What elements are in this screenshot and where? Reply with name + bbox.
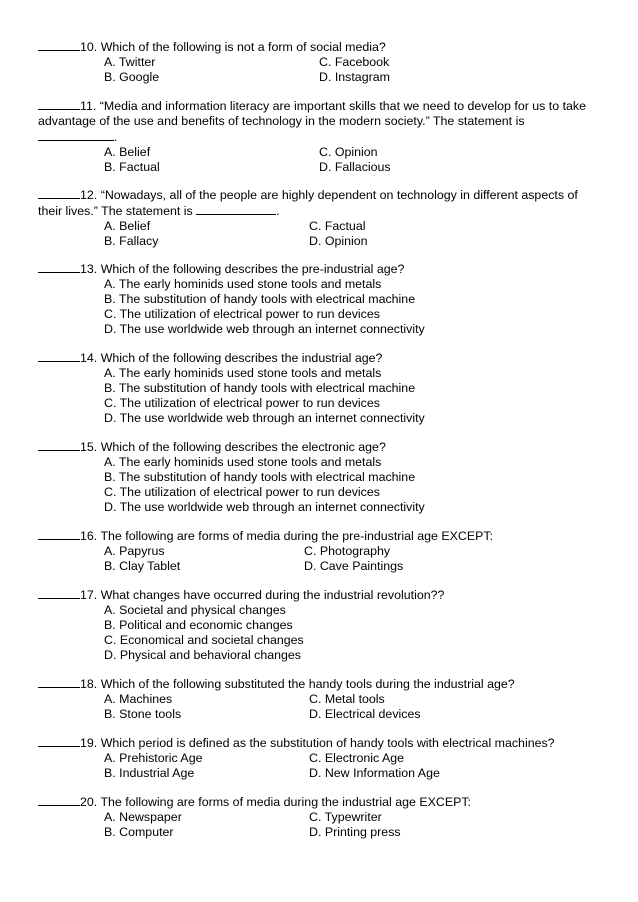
question-number: 10.: [80, 40, 98, 54]
options: [104, 55, 604, 85]
options: [104, 145, 604, 175]
option-b: B. Stone tools: [104, 707, 182, 721]
option-a: A. The early hominids used stone tools and metals: [104, 366, 382, 380]
option-b: B. Political and economic changes: [104, 618, 293, 632]
question-text: “Nowadays, all of the people are highly dependent on technology in different aspects of their lives.” The statement is: [38, 188, 578, 218]
question-text: What changes have occurred during the industrial revolution??: [100, 588, 445, 602]
question-18: [38, 676, 604, 722]
question-text: Which of the following describes the pre-industrial age?: [100, 262, 405, 276]
answer-blank[interactable]: [38, 187, 80, 199]
question-text: Which period is defined as the substitution of handy tools with electrical machines?: [100, 736, 555, 750]
question-text: “Media and information literacy are important skills that we need to develop for us to take advantage of the use and benefits of technology in the modern society.” The statement is: [38, 99, 587, 128]
option-a: A. Newspaper: [104, 810, 182, 824]
option-a: A. Twitter: [104, 55, 156, 69]
answer-blank[interactable]: [38, 528, 80, 540]
question-number: 14.: [80, 351, 98, 365]
option-c: C. Opinion: [319, 145, 378, 159]
option-a: A. The early hominids used stone tools and metals: [104, 277, 382, 291]
option-d: D. The use worldwide web through an internet connectivity: [104, 322, 425, 336]
question-11: 11. “Media and information literacy are important skills that we need to develop for us to take advantage of the use and benefits of technology in the modern society.” The statement is . A. Belief C. Opinion B. Factual D. Fallacious: [38, 98, 604, 175]
question-number: 12.: [80, 188, 98, 202]
option-d: D. Opinion: [309, 234, 368, 248]
option-b: B. Google: [104, 70, 160, 84]
question-number: 18.: [80, 677, 98, 691]
option-b: B. The substitution of handy tools with electrical machine: [104, 470, 416, 484]
answer-blank[interactable]: [38, 39, 80, 51]
question-12: 12. “Nowadays, all of the people are highly dependent on technology in different aspects of their lives.” The statement is . A. Belief C. Factual B. Fallacy D. Opinion: [38, 187, 604, 249]
question-text: The following are forms of media during the industrial age EXCEPT:: [100, 795, 471, 809]
options: [104, 366, 604, 426]
question-number: 13.: [80, 262, 98, 276]
option-d: D. Cave Paintings: [304, 559, 404, 573]
question-number: 15.: [80, 440, 98, 454]
option-c: C. Metal tools: [309, 692, 385, 706]
question-15: [38, 439, 604, 515]
option-b: B. The substitution of handy tools with electrical machine: [104, 381, 416, 395]
option-a: A. Belief: [104, 145, 151, 159]
option-c: C. Electronic Age: [309, 751, 405, 765]
question-text: Which of the following substituted the handy tools during the industrial age?: [100, 677, 515, 691]
answer-blank[interactable]: [38, 587, 80, 599]
option-c: C. Photography: [304, 544, 391, 558]
options: [104, 751, 604, 781]
options: [104, 603, 604, 663]
question-number: 20.: [80, 795, 98, 809]
question-number: 17.: [80, 588, 98, 602]
option-c: C. The utilization of electrical power to run devices: [104, 485, 380, 499]
question-16: [38, 528, 604, 574]
option-a: A. Belief: [104, 219, 151, 233]
option-d: D. Instagram: [319, 70, 390, 84]
options: [104, 455, 604, 515]
question-text: The following are forms of media during the pre-industrial age EXCEPT:: [100, 529, 494, 543]
option-a: A. Prehistoric Age: [104, 751, 203, 765]
options: [104, 810, 604, 840]
answer-blank[interactable]: [38, 676, 80, 688]
options: [104, 544, 604, 574]
question-number: 19.: [80, 736, 98, 750]
question-13: [38, 261, 604, 337]
options: [104, 219, 604, 249]
option-c: C. The utilization of electrical power to run devices: [104, 396, 380, 410]
answer-blank[interactable]: [38, 261, 80, 273]
question-text: Which of the following is not a form of social media?: [100, 40, 386, 54]
option-a: A. Papyrus: [104, 544, 165, 558]
question-14: [38, 350, 604, 426]
option-b: B. Industrial Age: [104, 766, 195, 780]
option-d: D. New Information Age: [309, 766, 440, 780]
question-number: 11.: [80, 99, 97, 113]
answer-blank[interactable]: [38, 439, 80, 451]
fill-in-blank[interactable]: [196, 203, 276, 215]
option-a: A. Machines: [104, 692, 173, 706]
question-19: [38, 735, 604, 781]
question-10: [38, 39, 604, 85]
option-c: C. Economical and societal changes: [104, 633, 304, 647]
option-d: D. The use worldwide web through an internet connectivity: [104, 500, 425, 514]
options: [104, 277, 604, 337]
option-a: A. The early hominids used stone tools and metals: [104, 455, 382, 469]
option-d: D. Physical and behavioral changes: [104, 648, 301, 662]
option-d: D. Printing press: [309, 825, 401, 839]
option-d: D. Electrical devices: [309, 707, 421, 721]
question-text: Which of the following describes the electronic age?: [100, 440, 386, 454]
option-b: B. Clay Tablet: [104, 559, 181, 573]
option-c: C. Facebook: [319, 55, 390, 69]
option-c: C. Typewriter: [309, 810, 382, 824]
answer-blank[interactable]: [38, 98, 80, 110]
question-17: [38, 587, 604, 663]
option-b: B. Factual: [104, 160, 160, 174]
option-b: B. Fallacy: [104, 234, 159, 248]
option-d: D. Fallacious: [319, 160, 391, 174]
option-b: B. Computer: [104, 825, 174, 839]
option-c: C. The utilization of electrical power to run devices: [104, 307, 380, 321]
option-a: A. Societal and physical changes: [104, 603, 286, 617]
answer-blank[interactable]: [38, 735, 80, 747]
question-20: [38, 794, 604, 840]
answer-blank[interactable]: [38, 794, 80, 806]
answer-blank[interactable]: [38, 350, 80, 362]
question-number: 16.: [80, 529, 98, 543]
fill-in-blank[interactable]: [38, 129, 114, 141]
option-c: C. Factual: [309, 219, 366, 233]
option-b: B. The substitution of handy tools with electrical machine: [104, 292, 416, 306]
options: [104, 692, 604, 722]
question-text: Which of the following describes the industrial age?: [100, 351, 383, 365]
option-d: D. The use worldwide web through an internet connectivity: [104, 411, 425, 425]
